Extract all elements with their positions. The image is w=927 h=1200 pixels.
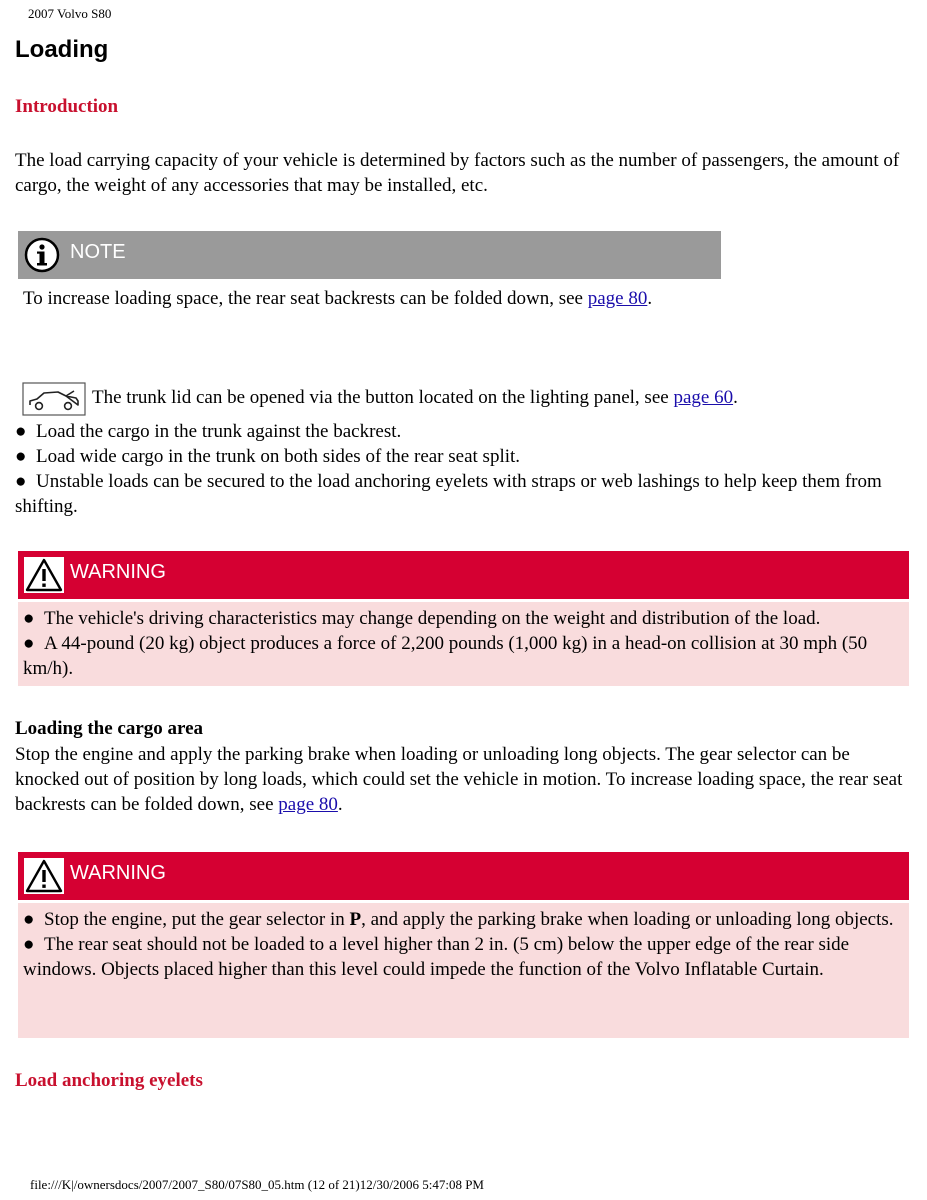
note-text (23, 286, 703, 311)
list-item (15, 419, 910, 444)
list-item-text-start: Stop the engine, put the gear selector in (44, 909, 350, 930)
list-item-text: Load wide cargo in the trunk on both sides of the rear seat split. (36, 446, 521, 467)
anchor-eyelets-heading: Load anchoring eyelets (15, 1070, 203, 1091)
list-item (23, 907, 903, 932)
list-item (23, 606, 903, 631)
warning-label: WARNING (70, 561, 166, 583)
gear-position-p: P (349, 909, 362, 930)
list-item (23, 932, 903, 982)
bullet-icon: ● (23, 934, 35, 955)
document-header: 2007 Volvo S80 (28, 6, 112, 21)
list-item-text: A 44-pound (20 kg) object produces a force of 2,200 pounds (1,000 kg) in a head-on collision at 30 mph (50 km/h). (23, 633, 868, 679)
page-footer: file:///K|/ownersdocs/2007/2007_S80/07S80_05.htm (12 of 21)12/30/2006 5:47:08 PM (30, 1177, 484, 1192)
cargo-area-paragraph (15, 742, 910, 817)
warning-triangle-icon (24, 858, 64, 894)
info-icon (24, 237, 60, 273)
note-text-end: . (647, 288, 653, 309)
warning-label: WARNING (70, 862, 166, 884)
cargo-text-start: Stop the engine and apply the parking brake when loading or unloading long objects. The gear selector can be knocked out of position by long loads, which could set the vehicle in motion. To increase loading space, the rear seat backrests can be folded down, see (15, 744, 903, 815)
note-label: NOTE (70, 241, 126, 263)
cargo-area-heading: Loading the cargo area (15, 718, 204, 739)
trunk-page-link[interactable]: page 60 (673, 387, 734, 408)
list-item (15, 444, 910, 469)
cargo-page-link[interactable]: page 80 (278, 794, 338, 815)
page-title: Loading (15, 36, 109, 63)
list-item-text: Load the cargo in the trunk against the backrest. (36, 421, 402, 442)
introduction-heading: Introduction (15, 96, 119, 117)
note-text-start: To increase loading space, the rear seat backrests can be folded down, see (23, 288, 588, 309)
trunk-text-start: The trunk lid can be opened via the button located on the lighting panel, see (92, 387, 674, 408)
warning-banner (18, 551, 909, 599)
cargo-text-end: . (337, 794, 343, 815)
warning-banner (18, 852, 909, 900)
bullet-icon: ● (23, 909, 35, 930)
bullet-icon: ● (15, 421, 27, 442)
note-banner (18, 231, 721, 279)
bullet-icon: ● (15, 471, 27, 492)
bullet-icon: ● (23, 608, 35, 629)
trunk-info-text (92, 385, 738, 410)
trunk-open-icon (22, 382, 86, 416)
bullet-icon: ● (23, 633, 35, 654)
warning-body (18, 602, 909, 686)
bullet-icon: ● (15, 446, 27, 467)
note-page-link[interactable]: page 80 (587, 288, 648, 309)
trunk-text-end: . (733, 387, 738, 408)
list-item-text: The vehicle's driving characteristics may change depending on the weight and distribution of the load. (44, 608, 821, 629)
list-item-text: The rear seat should not be loaded to a level higher than 2 in. (5 cm) below the upper edge of the rear side windows. Objects placed higher than this level could impede the function of the Volvo Inflatable Curtain. (23, 934, 850, 980)
list-item (23, 631, 903, 681)
list-item (15, 469, 910, 519)
loading-tips-list (15, 419, 910, 519)
warning-triangle-icon (24, 557, 64, 593)
list-item-text: Unstable loads can be secured to the load anchoring eyelets with straps or web lashings to help keep them from shifting. (15, 471, 882, 517)
introduction-paragraph: The load carrying capacity of your vehicle is determined by factors such as the number of passengers, the amount of cargo, the weight of any accessories that may be installed, etc. (15, 150, 900, 196)
warning-body (18, 903, 909, 1038)
list-item-text-end: , and apply the parking brake when loading or unloading long objects. (361, 909, 894, 930)
